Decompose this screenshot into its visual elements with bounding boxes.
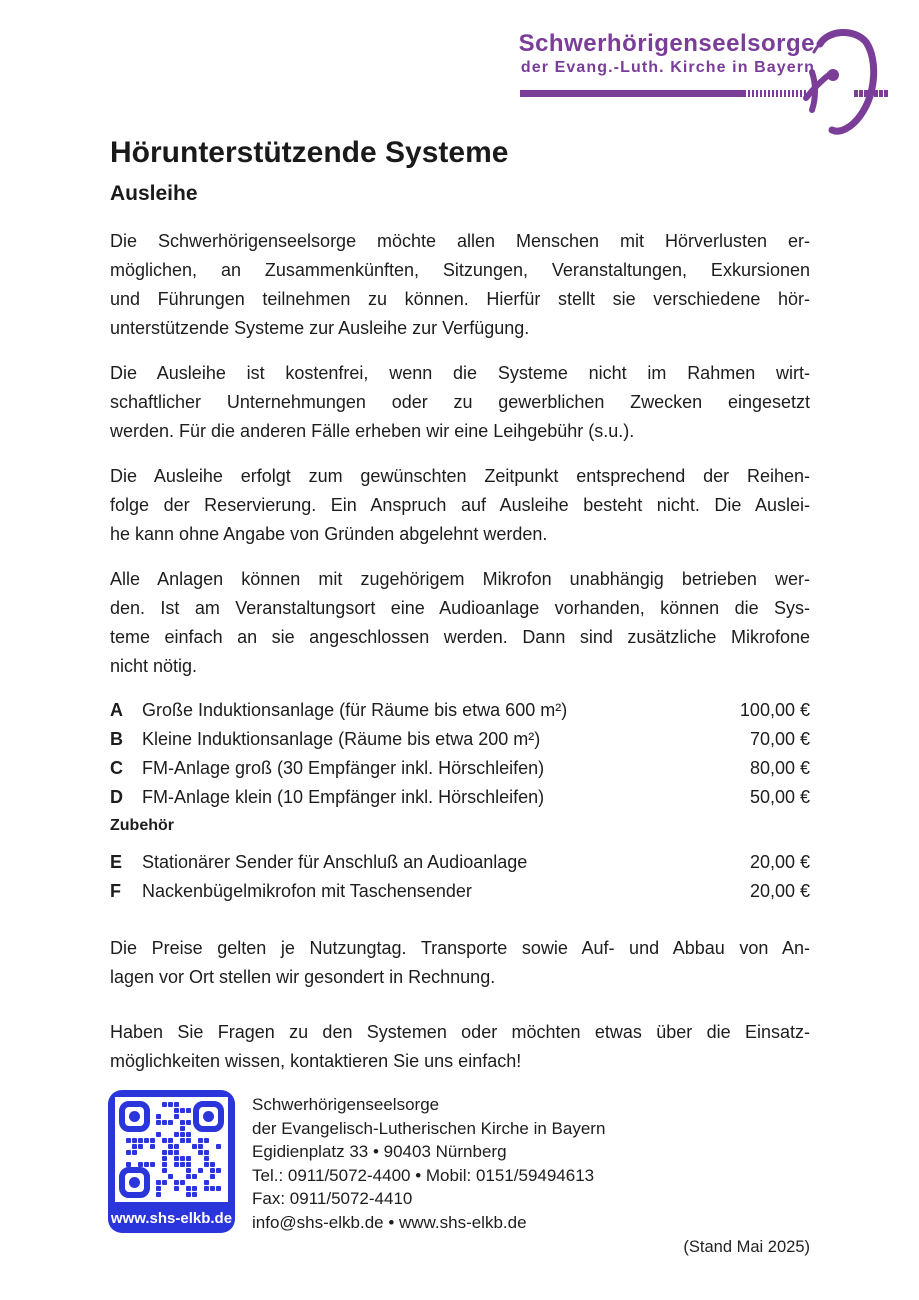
text-line: Fax: 0911/5072-4410 bbox=[252, 1189, 413, 1208]
accessories-list bbox=[110, 848, 810, 906]
contact-address bbox=[252, 1090, 605, 1234]
ear-logo-icon bbox=[776, 26, 888, 138]
header-rule bbox=[520, 90, 744, 97]
item-price: 80,00 € bbox=[749, 758, 810, 778]
text-line: he kann ohne Angabe von Gründen abgelehnt werden. bbox=[110, 524, 548, 544]
item-price: 70,00 € bbox=[749, 729, 810, 749]
item-description: Kleine Induktionsanlage (Räume bis etwa 200 m²) bbox=[142, 729, 541, 749]
item-description: Große Induktionsanlage (für Räume bis etwa 600 m²) bbox=[142, 700, 568, 720]
contact-block bbox=[108, 1090, 605, 1234]
item-price: 50,00 € bbox=[749, 787, 810, 807]
text-line: und Führungen teilnehmen zu können. Hierfür stellt sie verschiedene hör- bbox=[110, 289, 810, 309]
accessories-heading: Zubehör bbox=[110, 817, 174, 834]
item-letter: D bbox=[110, 787, 123, 807]
price-item-f bbox=[110, 877, 810, 906]
price-item-b bbox=[110, 725, 810, 754]
text-line: Haben Sie Fragen zu den Systemen oder möchten etwas über die Einsatz- bbox=[110, 1022, 810, 1042]
text-line: Schwerhörigenseelsorge bbox=[252, 1095, 440, 1114]
item-price: 20,00 € bbox=[749, 881, 810, 901]
text-line: den. Ist am Veranstaltungsort eine Audioanlage vorhanden, können die Sys- bbox=[110, 598, 810, 618]
text-line: Egidienplatz 33 • 90403 Nürnberg bbox=[252, 1142, 507, 1161]
item-description: FM-Anlage klein (10 Empfänger inkl. Hörschleifen) bbox=[142, 787, 545, 807]
org-logo bbox=[519, 30, 815, 78]
price-list bbox=[110, 696, 810, 812]
item-letter: E bbox=[110, 852, 123, 872]
text-line: schaftlicher Unternehmungen oder zu gewerblichen Zwecken eingesetzt bbox=[110, 392, 810, 412]
item-letter: F bbox=[110, 881, 121, 901]
text-line: Die Ausleihe ist kostenfrei, wenn die Systeme nicht im Rahmen wirt- bbox=[110, 363, 810, 383]
item-price: 100,00 € bbox=[739, 700, 810, 720]
item-letter: A bbox=[110, 700, 123, 720]
price-item-c bbox=[110, 754, 810, 783]
text-line: info@shs-elkb.de • www.shs-elkb.de bbox=[252, 1212, 527, 1232]
item-description: Nackenbügelmikrofon mit Taschensender bbox=[142, 881, 472, 901]
page-subtitle: Ausleihe bbox=[110, 182, 198, 205]
item-letter: B bbox=[110, 729, 123, 749]
item-letter: C bbox=[110, 758, 123, 778]
qr-code-label: www.shs-elkb.de bbox=[110, 1210, 233, 1227]
text-line: nicht nötig. bbox=[110, 656, 198, 676]
text-line: möglichen, an Zusammenkünften, Sitzungen, Veranstaltungen, Exkursionen bbox=[110, 260, 810, 280]
text-line: teme einfach an sie angeschlossen werden. Dann sind zusätzliche Mikrofone bbox=[110, 627, 810, 647]
text-line: Die Ausleihe erfolgt zum gewünschten Zeitpunkt entsprechend der Reihen- bbox=[110, 466, 810, 486]
paragraph-contact-invite bbox=[110, 1018, 810, 1076]
price-item-d bbox=[110, 783, 810, 812]
text-line: Die Schwerhörigenseelsorge möchte allen Menschen mit Hörverlusten er- bbox=[110, 231, 810, 251]
item-description: FM-Anlage groß (30 Empfänger inkl. Hörschleifen) bbox=[142, 758, 545, 778]
page-title: Hörunterstützende Systeme bbox=[110, 136, 509, 169]
text-line: lagen vor Ort stellen wir gesondert in Rechnung. bbox=[110, 967, 496, 987]
logo-org-name: Schwerhörigenseelsorge bbox=[518, 30, 815, 57]
price-item-a bbox=[110, 696, 810, 725]
qr-code bbox=[108, 1090, 235, 1233]
text-line: Tel.: 0911/5072-4400 • Mobil: 0151/59494613 bbox=[252, 1165, 595, 1185]
text-line: der Evangelisch-Lutherischen Kirche in Bayern bbox=[252, 1118, 606, 1138]
text-line: Die Preise gelten je Nutzungtag. Transporte sowie Auf- und Abbau von An- bbox=[110, 938, 810, 958]
paragraph-fees bbox=[110, 359, 810, 446]
paragraph-reservation bbox=[110, 462, 810, 549]
logo-org-subtitle: der Evang.-Luth. Kirche in Bayern bbox=[520, 59, 815, 76]
item-price: 20,00 € bbox=[749, 852, 810, 872]
text-line: folge der Reservierung. Ein Anspruch auf Ausleihe besteht nicht. Die Auslei- bbox=[110, 495, 810, 515]
item-description: Stationärer Sender für Anschluß an Audioanlage bbox=[142, 852, 528, 872]
text-line: unterstützende Systeme zur Ausleihe zur Verfügung. bbox=[110, 318, 530, 338]
text-line: werden. Für die anderen Fälle erheben wir eine Leihgebühr (s.u.). bbox=[110, 421, 635, 441]
price-item-e bbox=[110, 848, 810, 877]
paragraph-pricing-note bbox=[110, 934, 810, 992]
text-line: Alle Anlagen können mit zugehörigem Mikrofon unabhängig betrieben wer- bbox=[110, 569, 810, 589]
date-stamp: (Stand Mai 2025) bbox=[683, 1238, 810, 1256]
text-line: möglichkeiten wissen, kontaktieren Sie uns einfach! bbox=[110, 1051, 522, 1071]
paragraph-microphones bbox=[110, 565, 810, 681]
paragraph-intro bbox=[110, 227, 810, 343]
